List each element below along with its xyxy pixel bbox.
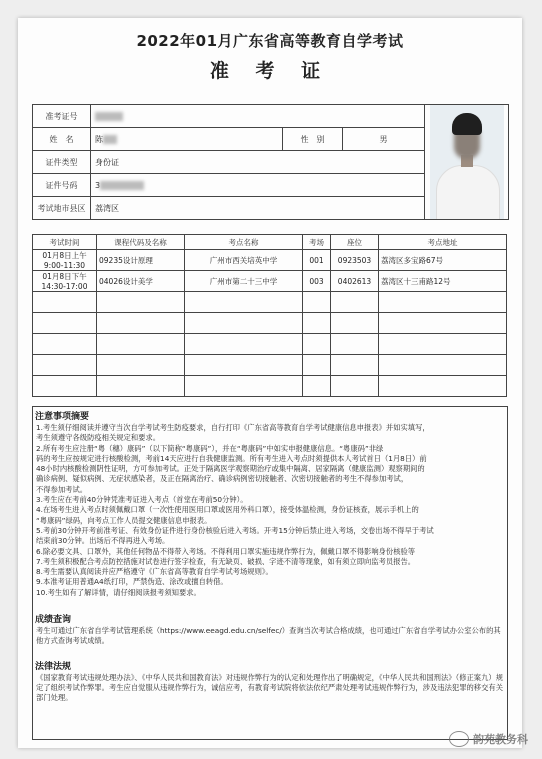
results-text: 考生可通过广东省自学考试管理系统（https://www.eeagd.edu.cn/selfec/）查询当次考试合格成绩，也可通过广东省自学考试办公室公布的其他方式查询考试成绩。 [36, 626, 501, 646]
doc-type-label: 证件类型 [33, 151, 91, 174]
id-value [91, 105, 425, 128]
note-line: 4.在场考生进入考点时须佩戴口罩（一次性使用医用口罩或医用外科口罩），接受体温检测，身份证核查，展示手机上的 [36, 505, 419, 515]
watermark [449, 731, 528, 747]
note-line: 9.本准考证用普通A4纸打印，严禁伪造、涂改或擅自转借。 [36, 577, 228, 587]
wechat-icon [449, 731, 469, 747]
exam-title: 2022年01月广东省高等教育自学考试 [136, 32, 404, 50]
note-line: 考生须遵守各级防疫相关规定和要求。 [36, 433, 161, 443]
admission-ticket [18, 18, 522, 748]
note-line: “粤康码”绿码，向考点工作人员提交健康信息申报表。 [36, 515, 212, 525]
note-line: 不得参加考试。 [36, 484, 88, 494]
note-line: 码的考生应按规定进行核酸检测，考前14天应进行自我健康监测。所有考生进入考点时须提供本人考试首日（1月8日）前 [36, 453, 427, 463]
note-line: 48小时内核酸检测阴性证明，方可参加考试。正处于隔离医学观察期治疗或集中隔离、居家隔离（健康监测）观察期间的 [36, 464, 425, 474]
exam-site: 广州市第二十三中学 [185, 271, 303, 292]
doc-type-value: 身份证 [91, 151, 425, 174]
district-label: 考试地市县区 [33, 197, 91, 220]
table-row [33, 271, 507, 292]
exam-room: 001 [303, 250, 331, 271]
col-header: 考试时间 [33, 235, 97, 250]
seat: 0402613 [331, 271, 379, 292]
col-header: 课程代码及名称 [97, 235, 185, 250]
name-label: 姓 名 [33, 128, 91, 151]
law-heading: 法律法规 [35, 661, 72, 672]
notes-heading: 注意事项摘要 [35, 412, 90, 422]
table-row [33, 313, 507, 334]
notes-section [32, 406, 508, 740]
col-header: 座位 [331, 235, 379, 250]
note-line: 6.除必要文具、口罩外，其他任何物品不得带入考场。不得利用口罩实施违规作弊行为，佩戴口罩不得影响身份核验等 [36, 546, 416, 556]
candidate-photo [430, 105, 504, 219]
table-row [33, 334, 507, 355]
note-line: 10.考生如有了解详情，请仔细阅读报考须知要求。 [36, 587, 201, 597]
gender-label: 性 别 [283, 128, 343, 151]
table-row [33, 250, 507, 271]
table-row [33, 292, 507, 313]
table-row [33, 376, 507, 397]
note-line: 1.考生须仔细阅读并遵守当次自学考试考生防疫要求，自行打印《广东省高等教育自学考试健康信息申报表》并如实填写， [36, 423, 430, 432]
exam-schedule-table [32, 234, 507, 397]
note-line: 结束前30分钟。出场后不得再进入考场。 [36, 536, 170, 546]
course: 09235设计原理 [97, 250, 185, 271]
results-heading: 成绩查询 [35, 615, 72, 626]
col-header: 考点地址 [379, 235, 507, 250]
photo-cell [425, 105, 509, 220]
col-header: 考场 [303, 235, 331, 250]
table-row [33, 355, 507, 376]
doc-no-label: 证件号码 [33, 174, 91, 197]
exam-table-header [33, 235, 507, 250]
exam-room: 003 [303, 271, 331, 292]
name-value: 陈 [91, 128, 283, 151]
watermark-text: 韵苑教务科 [473, 733, 528, 746]
ticket-title: 准 考 证 [209, 60, 331, 82]
exam-site: 广州市西关培英中学 [185, 250, 303, 271]
id-label: 准考证号 [33, 105, 91, 128]
exam-time: 01月8日上午 9:00-11:30 [33, 250, 97, 271]
note-line: 8.考生需要认真阅读并应严格遵守《广东省高等教育自学考试考场规则》。 [36, 567, 273, 577]
note-line: 3.考生应在考前40分钟凭准考证进入考点（首堂在考前50分钟）。 [36, 495, 248, 505]
district-value: 荔湾区 [91, 197, 425, 220]
gender-value: 男 [343, 128, 425, 151]
seat: 0923503 [331, 250, 379, 271]
site-address: 荔湾区十三甫路12号 [379, 271, 507, 292]
candidate-info-table [32, 104, 509, 220]
note-line: 5.考前30分钟开考前准考证、有效身份证件进行身份核验后进入考场。开考15分钟后禁止进入考场，交卷出场不得早于考试 [36, 525, 434, 535]
col-header: 考点名称 [185, 235, 303, 250]
note-line: 确诊病例、疑似病例、无症状感染者，及正在隔离治疗、确诊病例密切接触者、次密切接触者的考生不得参加考试， [36, 474, 409, 484]
note-line: 2.所有考生应注册“粤（穗）康码”（以下简称“粤康码”），并在“粤康码”中如实申报健康信息。“粤康码”非绿 [36, 443, 384, 453]
site-address: 荔湾区多宝路67号 [379, 250, 507, 271]
doc-no-value: 3 [91, 174, 425, 197]
exam-time: 01月8日下午 14:30-17:00 [33, 271, 97, 292]
note-line: 7.考生须积极配合考点防控措施对试卷进行签字检查，有无缺页、破损、字迹不清等现象，如有须立即向监考员报告。 [36, 556, 416, 566]
course: 04026设计美学 [97, 271, 185, 292]
law-text: 《国家教育考试违规处理办法》、《中华人民共和国教育法》对违规作弊行为的认定和处理作出了明确规定，《中华人民共和国刑法》（修正案九）规定了组织考试作弊罪。考生应自觉服从违规作弊行为，诚信应考，有教育考试院将依法依纪严肃处理考试违规作弊行为，涉及违法犯罪的移交有关部门处理。 [36, 672, 503, 703]
